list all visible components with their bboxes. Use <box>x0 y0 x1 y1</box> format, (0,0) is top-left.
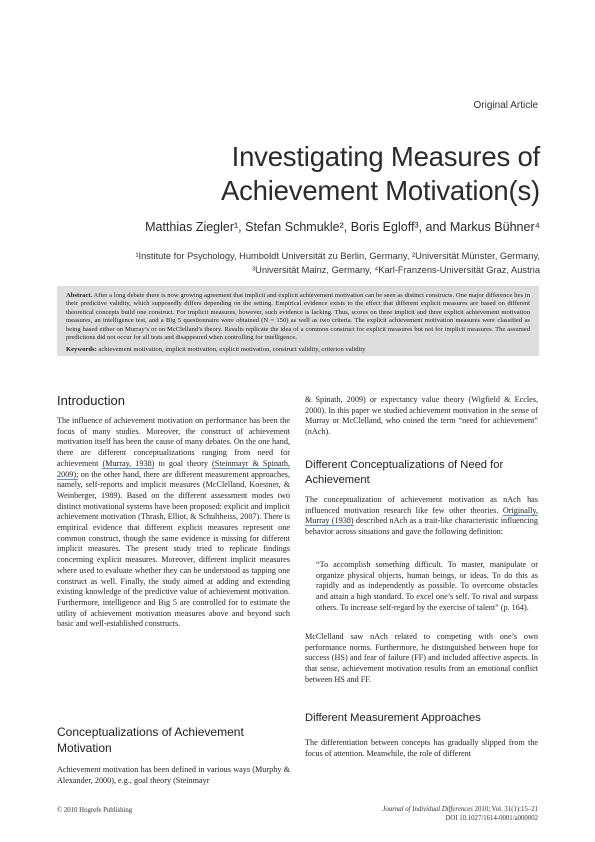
affiliation-line-1: ¹Institute for Psychology, Humboldt Universität zu Berlin, Germany, ²Universität Münster, Germany, <box>135 251 540 261</box>
murray-quote: “To accomplish something difficult. To master, manipulate or organize physical objects, human beings, or ideas. To do this as rapidly and as independently as possible. To overcome obstacles and attain a high standard. To excel one’s self. To rival and surpass others. To increase self-regard by the exercise of talent” (p. 164). <box>316 560 538 612</box>
journal-line <box>382 805 538 814</box>
abstract-text <box>66 292 530 342</box>
diff-text-1: The conceptualization of achievement motivation as nAch has influenced motivation research like few other theories. <box>305 495 538 515</box>
intro-text-3: on the other hand, there are different measurement approaches, namely, self-reports and implicit measures (McClelland, Koestner, & Weinberger, 1989). Based on the different assessment modes two distinct motivational systems have been proposed: explicit and implicit achievement motivation (Thrash, Elliot, & Schultheiss, 2007). There is empirical evidence that different explicit measures represent one common construct, though the same evidence is missing for different implicit measures. The present study tried to replicate findings concerning explicit measures. Moreover, different implicit measures where used to evaluate whether they can be understood as tapping one construct as well. Finally, the study aimed at adding and extending existing knowledge of the predictive value of achievement motivation. Furthermore, intelligence and Big 5 are controlled for to estimate the utility of achievement motivation measures above and beyond such basic and well-established constructs. <box>57 469 290 629</box>
keywords <box>66 346 530 354</box>
mcclelland-text: McClelland saw nAch related to competing with one’s own performance norms. Furthermore, he distinguished between hope for success (HS) and fear of failure (FF) and included affective aspects. In that sense, achievement motivation results from an emotional conflict between HS and FF. <box>305 632 538 684</box>
intro-text-2: to goal theory <box>154 458 213 468</box>
doi[interactable]: DOI 10.1027/1614-0001/a000002 <box>445 815 538 822</box>
different-conceptualizations-heading: Different Conceptualizations of Need for Achievement <box>305 459 504 486</box>
article-title <box>120 140 540 208</box>
abstract-body: After a long debate there is now growing agreement that implicit and explicit achievement motivation can be seen as distinct constructs. One major difference lies in their predictive validity, which supposedly differs depending on the setting. Empirical evidence exists to the effect that different explicit measures are based on different theoretical concepts build one construct. For implicit measures, however, such evidence is lacking. Thus, scores on three implicit and three explicit achievement motivation measures, an intelligence test, and a Big 5 questionnaire were obtained (N = 150) as well as two criteria. The explicit achievement motivation measures were classified as being based either on Murray’s or on McClelland’s theory. Results replicate the idea of a common construct for explicit measures but not for implicit measures. The assumed predictions did not occur for all tests and disappeared when controlling for intelligence. <box>66 292 530 342</box>
affiliation-line-2: ³Universität Mainz, Germany, ⁴Karl-Franzens-Universität Graz, Austria <box>252 265 540 275</box>
abstract-label: Abstract. <box>66 292 93 299</box>
diff-text-2: described nAch as a trait-like characteristic influencing behavior across situations and gave the following definition: <box>305 516 538 537</box>
different-conceptualizations-paragraph <box>305 495 538 538</box>
citation-link-originally-murray[interactable]: Originally, Murray (1938) <box>305 505 538 526</box>
keywords-list: achievement motivation, implicit motivation, explicit motivation, construct validity, criterion validity <box>96 346 366 354</box>
abstract-box <box>57 286 539 356</box>
article-type-label: Original Article <box>473 100 538 111</box>
title-line-2: Achievement Motivation(s) <box>220 175 540 206</box>
mcclelland-paragraph <box>305 632 538 686</box>
measurement-approaches-heading: Different Measurement Approaches <box>305 712 481 724</box>
conceptualizations-paragraph <box>57 765 290 786</box>
measurement-text: The differentiation between concepts has gradually slipped from the focus of attention. Meanwhile, the role of different <box>305 738 538 758</box>
continued-text: & Spinath, 2009) or expectancy value theory (Wigfield & Eccles, 2000). In this paper we studied achievement motivation in the sense of Murray or McClelland, who coined the term “need for achievement” (nAch). <box>305 395 538 437</box>
journal-name: Journal of Individual Differences <box>382 806 473 813</box>
title-line-1: Investigating Measures of <box>231 141 540 172</box>
affiliations <box>60 249 540 277</box>
copyright-notice: © 2010 Hogrefe Publishing <box>57 807 133 814</box>
citation-link-steinmayr[interactable]: (Steinmayr & Spinath, 2009); <box>57 458 290 479</box>
introduction-paragraph <box>57 416 290 630</box>
right-continued-paragraph <box>305 395 538 438</box>
measurement-approaches-paragraph <box>305 738 538 759</box>
author-list: Matthias Ziegler¹, Stefan Schmukle², Boris Egloff³, and Markus Bühner⁴ <box>145 220 540 234</box>
introduction-heading: Introduction <box>57 393 125 408</box>
journal-citation <box>382 805 538 823</box>
keywords-label: Keywords: <box>66 346 97 354</box>
conceptualizations-heading: Conceptualizations of Achievement Motivation <box>57 725 244 755</box>
journal-volume: 2010; Vol. 31(1):15–21 <box>472 806 538 813</box>
conceptualizations-text: Achievement motivation has been defined in various ways (Murphy & Alexander, 2000), e.g., goal theory (Steinmayr <box>57 765 290 785</box>
citation-link-murray[interactable]: (Murray, 1938) <box>102 458 155 468</box>
intro-text-1: The influence of achievement motivation on performance has been the focus of many studies. Moreover, the construct of achievement motivation itself has been the cause of many debates. On the one hand, there are different conceptualizations ranging from need for achievement <box>57 416 290 468</box>
